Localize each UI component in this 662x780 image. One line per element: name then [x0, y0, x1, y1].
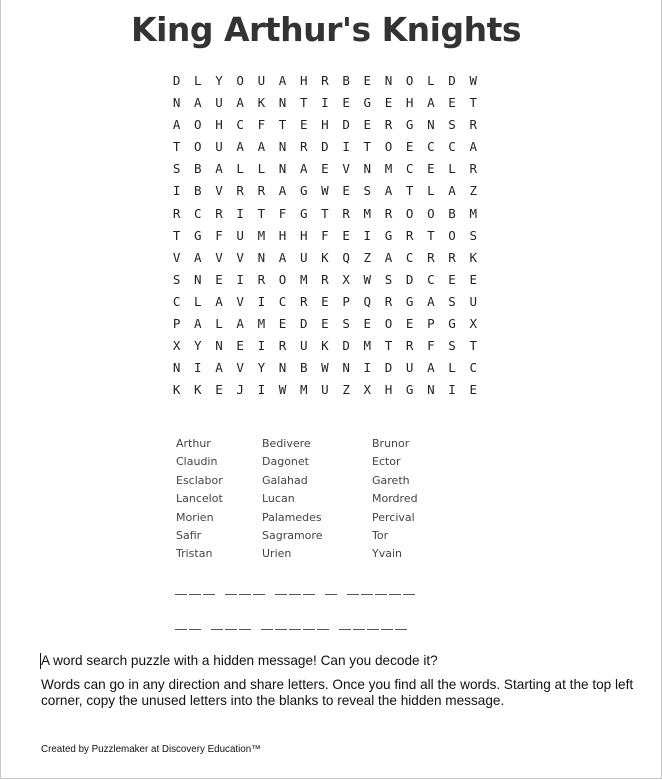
grid-cell[interactable]: N [342, 360, 350, 376]
word-list-item: Mordred [372, 492, 418, 506]
grid-cell[interactable]: R [384, 117, 393, 133]
grid-cell[interactable]: F [278, 205, 287, 221]
grid-cell[interactable]: C [172, 293, 181, 309]
grid-cell[interactable]: K [321, 249, 329, 265]
grid-cell[interactable]: H [215, 117, 223, 133]
grid-cell[interactable]: C [448, 139, 456, 155]
grid-cell[interactable]: E [469, 382, 477, 398]
letter-blank[interactable] [189, 582, 201, 595]
grid-cell[interactable]: I [257, 293, 266, 309]
grid-cell[interactable]: L [427, 73, 435, 88]
grid-cell[interactable]: V [172, 249, 181, 265]
grid-cell[interactable]: O [194, 117, 202, 133]
grid-cell[interactable]: M [363, 205, 372, 221]
word-list-item: Morien [176, 510, 214, 524]
word-list-item: Lucan [262, 492, 295, 506]
grid-cell[interactable]: E [321, 293, 329, 309]
grid-cell[interactable]: Y [215, 73, 223, 88]
grid-cell[interactable]: E [469, 271, 477, 287]
intro-text[interactable]: A word search puzzle with a hidden message! Can you decode it? [41, 653, 438, 668]
grid-cell[interactable]: M [469, 205, 477, 221]
grid-cell[interactable]: O [194, 139, 202, 155]
grid-cell[interactable]: D [384, 360, 393, 376]
grid-cell[interactable]: H [299, 227, 308, 243]
blank-word-group [211, 617, 251, 630]
letter-blank[interactable] [203, 582, 215, 595]
grid-cell[interactable]: K [469, 249, 477, 265]
grid-cell[interactable]: F [257, 117, 266, 133]
grid-cell[interactable]: R [384, 293, 393, 309]
word-list-item: Percival [372, 510, 415, 524]
grid-cell[interactable]: O [384, 316, 393, 332]
grid-cell[interactable]: N [257, 249, 266, 265]
grid-cell[interactable]: N [363, 161, 372, 177]
letter-blank[interactable] [289, 617, 301, 630]
grid-cell[interactable]: W [321, 360, 329, 376]
grid-cell[interactable]: E [448, 95, 456, 111]
grid-cell[interactable]: A [194, 316, 202, 332]
grid-cell[interactable]: T [172, 139, 181, 155]
grid-cell[interactable]: E [236, 338, 244, 354]
word-list-item: Urien [262, 547, 292, 561]
grid-cell[interactable]: B [448, 205, 456, 221]
grid-cell[interactable]: A [257, 139, 266, 155]
grid-cell[interactable]: N [278, 95, 287, 111]
grid-cell[interactable]: S [363, 183, 372, 199]
letter-blank[interactable] [289, 582, 301, 595]
grid-cell[interactable]: S [448, 293, 456, 309]
grid-cell[interactable]: T [427, 227, 435, 243]
grid-cell[interactable]: F [427, 338, 435, 354]
grid-cell[interactable]: I [448, 382, 456, 398]
grid-cell[interactable]: G [405, 117, 414, 133]
letter-blank[interactable] [347, 582, 359, 595]
grid-cell[interactable]: R [321, 73, 329, 88]
word-list-item: Lancelot [176, 492, 223, 506]
grid-cell[interactable]: S [448, 338, 456, 354]
grid-cell[interactable]: U [215, 95, 223, 111]
grid-cell[interactable]: N [215, 338, 223, 354]
grid-cell[interactable]: V [342, 161, 350, 177]
grid-cell[interactable]: L [236, 161, 244, 177]
grid-cell[interactable]: R [469, 161, 477, 177]
grid-cell[interactable]: Q [342, 249, 350, 265]
grid-cell[interactable]: E [405, 316, 414, 332]
grid-cell[interactable]: D [448, 73, 456, 88]
grid-cell[interactable]: H [321, 117, 329, 133]
grid-cell[interactable]: X [469, 316, 477, 332]
grid-cell[interactable]: D [405, 271, 414, 287]
letter-blank[interactable] [175, 617, 187, 630]
grid-cell[interactable]: R [257, 183, 266, 199]
grid-cell[interactable]: L [448, 360, 456, 376]
hidden-message-line-1 [175, 582, 415, 595]
grid-cell[interactable]: E [215, 382, 223, 398]
grid-cell[interactable]: S [469, 227, 477, 243]
grid-cell[interactable]: A [194, 95, 202, 111]
grid-cell[interactable]: J [236, 382, 244, 398]
word-list-item: Yvain [372, 547, 402, 561]
grid-cell[interactable]: F [215, 227, 223, 243]
grid-cell[interactable]: E [321, 316, 329, 332]
grid-cell[interactable]: L [194, 73, 202, 88]
grid-cell[interactable]: G [194, 227, 202, 243]
word-list-item: Gareth [372, 473, 410, 487]
grid-cell[interactable]: C [405, 161, 414, 177]
grid-cell[interactable]: P [427, 316, 435, 332]
grid-cell[interactable]: M [299, 271, 308, 287]
grid-cell[interactable]: L [427, 183, 435, 199]
grid-cell[interactable]: G [405, 293, 414, 309]
grid-cell[interactable]: E [342, 227, 350, 243]
letter-blank[interactable] [275, 617, 287, 630]
grid-cell[interactable]: U [257, 73, 266, 88]
grid-cell[interactable]: O [448, 227, 456, 243]
grid-cell[interactable]: R [469, 117, 477, 133]
grid-cell[interactable]: T [321, 205, 329, 221]
grid-cell[interactable]: D [321, 139, 329, 155]
grid-cell[interactable]: B [194, 183, 202, 199]
grid-cell[interactable]: N [427, 117, 435, 133]
word-list-item: Ector [372, 455, 401, 469]
grid-cell[interactable]: R [427, 249, 435, 265]
grid-cell[interactable]: M [299, 382, 308, 398]
letter-blank[interactable] [225, 617, 237, 630]
grid-cell[interactable]: S [448, 117, 456, 133]
word-list-item: Safir [176, 528, 202, 542]
grid-cell[interactable]: Y [257, 360, 266, 376]
grid-cell[interactable]: R [236, 183, 244, 199]
grid-cell[interactable]: A [427, 360, 435, 376]
grid-cell[interactable]: D [342, 338, 350, 354]
grid-cell[interactable]: I [194, 360, 202, 376]
grid-cell[interactable]: X [363, 382, 372, 398]
grid-cell[interactable]: H [405, 95, 414, 111]
grid-cell[interactable]: M [384, 161, 393, 177]
grid-cell[interactable]: E [384, 95, 393, 111]
grid-cell[interactable]: I [321, 95, 329, 111]
grid-cell[interactable]: I [363, 227, 372, 243]
grid-cell[interactable]: E [299, 117, 308, 133]
word-list-item: Tristan [176, 547, 213, 561]
word-list-item: Palamedes [262, 510, 322, 524]
grid-cell[interactable]: O [427, 205, 435, 221]
grid-cell[interactable]: T [363, 139, 372, 155]
grid-cell[interactable]: T [469, 338, 477, 354]
grid-cell[interactable]: C [278, 293, 287, 309]
grid-cell[interactable]: G [405, 382, 414, 398]
grid-cell[interactable]: E [215, 271, 223, 287]
grid-cell[interactable]: C [427, 139, 435, 155]
letter-blank[interactable] [275, 582, 287, 595]
grid-cell[interactable]: U [299, 338, 308, 354]
grid-cell[interactable]: T [384, 338, 393, 354]
grid-cell[interactable]: Z [469, 183, 477, 199]
blank-word-group [225, 582, 265, 595]
grid-cell[interactable]: E [363, 117, 372, 133]
grid-cell[interactable]: D [299, 316, 308, 332]
letter-grid [166, 70, 484, 401]
grid-cell[interactable]: L [448, 161, 456, 177]
grid-cell[interactable]: U [405, 360, 414, 376]
grid-cell[interactable]: H [278, 227, 287, 243]
grid-cell[interactable]: R [321, 271, 329, 287]
grid-cell[interactable]: N [172, 360, 181, 376]
grid-cell[interactable]: T [469, 95, 477, 111]
blank-word-group [339, 617, 407, 630]
grid-cell[interactable]: S [172, 271, 181, 287]
letter-blank[interactable] [175, 582, 187, 595]
grid-cell[interactable]: E [448, 271, 456, 287]
hidden-message-line-2 [175, 617, 407, 630]
letter-blank[interactable] [189, 617, 201, 630]
grid-cell[interactable]: R [299, 139, 308, 155]
grid-cell[interactable]: I [257, 338, 266, 354]
letter-blank[interactable] [353, 617, 365, 630]
letter-blank[interactable] [303, 617, 315, 630]
grid-cell[interactable]: E [405, 139, 414, 155]
grid-cell[interactable]: U [215, 139, 223, 155]
grid-cell[interactable]: B [299, 360, 308, 376]
grid-cell[interactable]: E [278, 316, 287, 332]
blank-word-group [275, 582, 315, 595]
letter-blank[interactable] [395, 617, 407, 630]
letter-blank[interactable] [325, 582, 337, 595]
grid-cell[interactable]: S [172, 161, 181, 177]
grid-cell[interactable]: A [278, 183, 287, 199]
grid-cell[interactable]: E [321, 161, 329, 177]
word-list-item: Esclabor [176, 473, 223, 487]
grid-cell[interactable]: N [278, 139, 287, 155]
grid-cell[interactable]: O [236, 73, 244, 88]
grid-cell[interactable]: U [321, 382, 329, 398]
grid-cell[interactable]: Y [194, 338, 202, 354]
grid-cell[interactable]: V [236, 293, 244, 309]
grid-cell[interactable]: L [257, 161, 266, 177]
grid-cell[interactable]: M [363, 338, 372, 354]
grid-cell[interactable]: R [342, 205, 350, 221]
grid-cell[interactable]: I [363, 360, 372, 376]
grid-cell[interactable]: W [278, 382, 287, 398]
grid-cell[interactable]: N [194, 271, 202, 287]
letter-blank[interactable] [239, 582, 251, 595]
grid-cell[interactable]: G [448, 316, 456, 332]
grid-cell[interactable]: E [342, 95, 350, 111]
grid-cell[interactable]: G [299, 205, 308, 221]
letter-blank[interactable] [303, 582, 315, 595]
grid-cell[interactable]: A [215, 360, 223, 376]
grid-cell[interactable]: H [384, 382, 393, 398]
grid-cell[interactable]: O [405, 73, 414, 88]
grid-cell[interactable]: C [405, 249, 414, 265]
grid-cell[interactable]: D [172, 73, 181, 88]
grid-cell[interactable]: P [342, 293, 350, 309]
grid-cell[interactable]: A [194, 249, 202, 265]
grid-cell[interactable]: P [172, 316, 181, 332]
grid-cell[interactable]: I [257, 382, 266, 398]
grid-cell[interactable]: A [469, 139, 477, 155]
puzzle-title: King Arthur's Knights [131, 10, 521, 49]
grid-cell[interactable]: R [384, 205, 393, 221]
grid-cell[interactable]: R [448, 249, 456, 265]
grid-cell[interactable]: G [384, 227, 393, 243]
grid-cell[interactable]: N [427, 382, 435, 398]
grid-cell[interactable]: W [469, 73, 477, 88]
grid-cell[interactable]: K [321, 338, 329, 354]
grid-cell[interactable]: A [427, 95, 435, 111]
grid-cell[interactable]: R [405, 227, 414, 243]
grid-cell[interactable]: E [427, 161, 435, 177]
grid-cell[interactable]: E [363, 316, 372, 332]
grid-cell[interactable]: B [194, 161, 202, 177]
grid-cell[interactable]: A [236, 316, 244, 332]
grid-cell[interactable]: C [427, 271, 435, 287]
word-list-item: Tor [372, 528, 389, 542]
grid-cell[interactable]: A [236, 139, 244, 155]
word-list-item: Dagonet [262, 455, 309, 469]
letter-blank[interactable] [389, 582, 401, 595]
grid-cell[interactable]: A [427, 293, 435, 309]
word-list-item: Claudin [176, 455, 218, 469]
grid-cell[interactable]: A [215, 293, 223, 309]
grid-cell[interactable]: W [363, 271, 372, 287]
grid-cell[interactable]: X [172, 338, 181, 354]
grid-cell[interactable]: A [236, 95, 244, 111]
grid-cell[interactable]: Z [342, 382, 350, 398]
blank-word-group [175, 582, 215, 595]
letter-blank[interactable] [261, 617, 273, 630]
grid-cell[interactable]: T [299, 95, 308, 111]
grid-cell[interactable]: V [236, 249, 244, 265]
grid-cell[interactable]: K [257, 95, 266, 111]
grid-cell[interactable]: I [172, 183, 181, 199]
letter-blank[interactable] [403, 582, 415, 595]
grid-cell[interactable]: A [215, 161, 223, 177]
grid-cell[interactable]: I [236, 271, 244, 287]
grid-cell[interactable]: A [278, 73, 287, 88]
grid-cell[interactable]: W [321, 183, 329, 199]
grid-cell[interactable]: C [194, 205, 202, 221]
grid-cell[interactable]: V [236, 360, 244, 376]
grid-cell[interactable]: R [172, 205, 181, 221]
grid-cell[interactable]: R [278, 338, 287, 354]
grid-cell[interactable]: V [215, 249, 223, 265]
word-list-item: Arthur [176, 437, 211, 450]
grid-cell[interactable]: O [405, 205, 414, 221]
blank-word-group [261, 617, 329, 630]
grid-cell[interactable]: E [363, 73, 372, 88]
grid-cell[interactable]: Z [363, 249, 372, 265]
grid-cell[interactable]: T [172, 227, 181, 243]
grid-cell[interactable]: S [342, 316, 350, 332]
letter-blank[interactable] [253, 582, 265, 595]
grid-cell[interactable]: D [342, 117, 350, 133]
grid-cell[interactable]: T [257, 205, 266, 221]
blank-word-group [175, 617, 201, 630]
letter-blank[interactable] [375, 582, 387, 595]
word-list-item: Galahad [262, 473, 308, 487]
grid-cell[interactable]: Q [363, 293, 372, 309]
grid-cell[interactable]: N [278, 360, 287, 376]
grid-cell[interactable]: U [236, 227, 244, 243]
grid-cell[interactable]: G [363, 95, 372, 111]
grid-cell[interactable]: O [278, 271, 287, 287]
grid-cell[interactable]: C [236, 117, 244, 133]
grid-cell[interactable]: L [215, 316, 223, 332]
letter-blank[interactable] [381, 617, 393, 630]
letter-blank[interactable] [225, 582, 237, 595]
grid-cell[interactable]: K [172, 382, 181, 398]
word-list-item: Brunor [372, 437, 410, 450]
grid-cell[interactable]: K [194, 382, 202, 398]
grid-cell[interactable]: A [172, 117, 181, 133]
grid-cell[interactable]: O [384, 139, 393, 155]
grid-cell[interactable]: T [405, 183, 414, 199]
word-list [176, 435, 462, 564]
grid-cell[interactable]: A [299, 161, 308, 177]
grid-cell[interactable]: X [342, 271, 350, 287]
blank-word-group [325, 582, 337, 595]
grid-cell[interactable]: M [257, 316, 266, 332]
grid-cell[interactable]: F [321, 227, 329, 243]
grid-cell[interactable]: H [299, 73, 308, 88]
grid-cell[interactable]: N [278, 161, 287, 177]
grid-cell[interactable]: N [172, 95, 181, 111]
letter-blank[interactable] [211, 617, 223, 630]
grid-cell[interactable]: V [215, 183, 223, 199]
letter-blank[interactable] [361, 582, 373, 595]
instructions-text[interactable]: Words can go in any direction and share letters. Once you find all the words. Starting at the top left corner, copy the unused letters into the blanks to reveal the hidden message. [41, 677, 634, 708]
grid-cell[interactable]: B [342, 73, 350, 88]
credit-text[interactable]: Created by Puzzlemaker at Discovery Education™ [41, 744, 261, 755]
grid-cell[interactable]: A [448, 183, 456, 199]
grid-cell[interactable]: M [257, 227, 266, 243]
grid-cell[interactable]: N [384, 73, 393, 88]
grid-cell[interactable]: U [299, 249, 308, 265]
grid-cell[interactable]: R [299, 293, 308, 309]
letter-blank[interactable] [339, 617, 351, 630]
grid-cell[interactable]: U [469, 293, 477, 309]
word-list-item: Bedivere [262, 437, 311, 450]
blank-word-group [347, 582, 415, 595]
letter-blank[interactable] [367, 617, 379, 630]
grid-cell[interactable]: R [405, 338, 414, 354]
grid-cell[interactable]: A [278, 249, 287, 265]
grid-cell[interactable]: G [299, 183, 308, 199]
letter-blank[interactable] [239, 617, 251, 630]
letter-blank[interactable] [317, 617, 329, 630]
grid-cell[interactable]: C [469, 360, 477, 376]
grid-cell[interactable]: T [278, 117, 287, 133]
grid-cell[interactable]: E [342, 183, 350, 199]
grid-cell[interactable]: I [342, 139, 350, 155]
grid-cell[interactable]: L [194, 293, 202, 309]
grid-cell[interactable]: I [236, 205, 244, 221]
grid-cell[interactable]: R [257, 271, 266, 287]
grid-cell[interactable]: A [384, 183, 393, 199]
grid-cell[interactable]: R [215, 205, 223, 221]
word-list-item: Sagramore [262, 528, 323, 542]
grid-cell[interactable]: A [384, 249, 393, 265]
grid-cell[interactable]: S [384, 271, 393, 287]
